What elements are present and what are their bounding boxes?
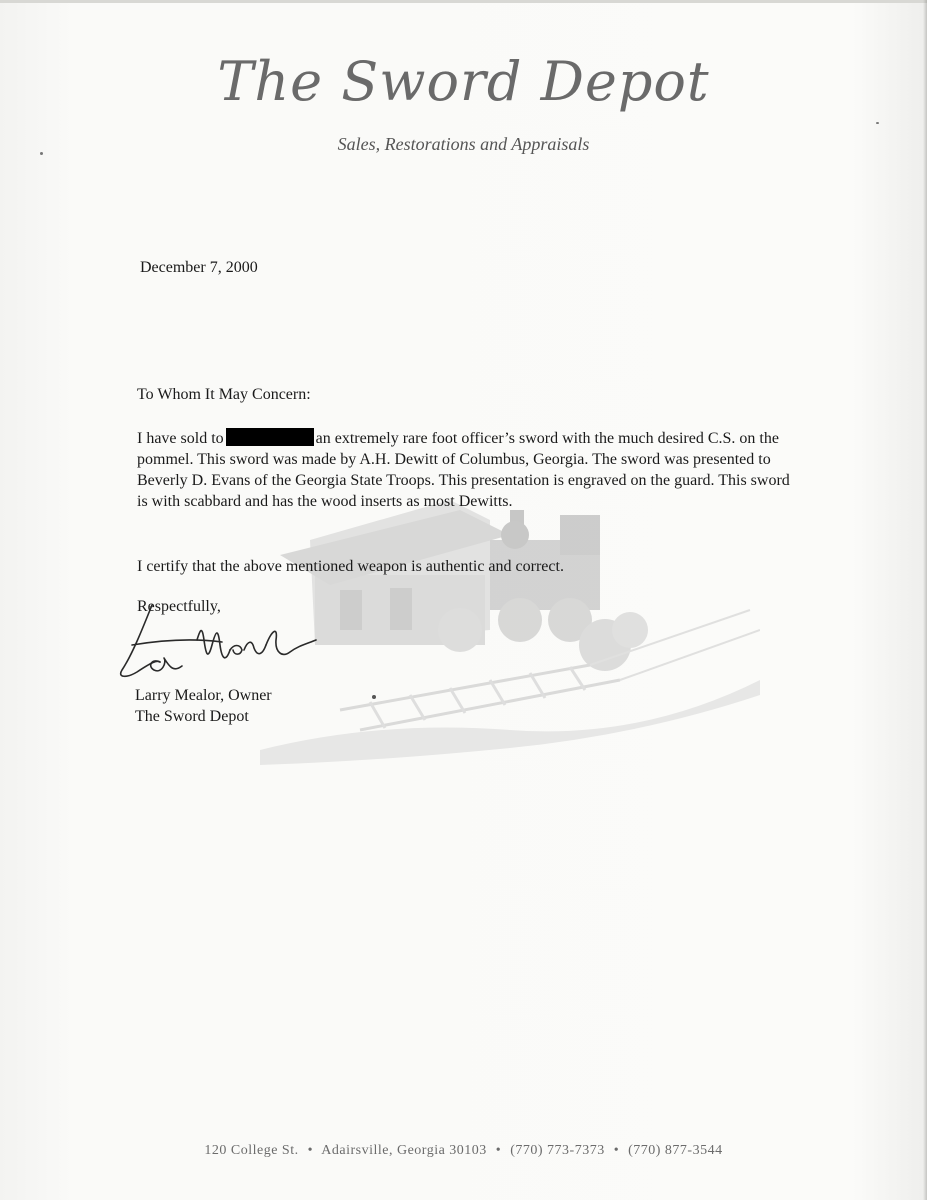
letterhead-company-name: The Sword Depot — [217, 50, 710, 113]
signer-name: Larry Mealor, Owner — [135, 687, 272, 704]
letter-date: December 7, 2000 — [140, 259, 258, 276]
footer-street-address: 120 College St. — [204, 1143, 299, 1158]
scan-speck — [876, 122, 879, 124]
handwritten-signature — [112, 600, 332, 690]
train-depot-watermark — [260, 480, 760, 770]
body-text-before-redaction: I have sold to — [137, 430, 224, 447]
body-text-after-redaction: an extremely rare foot officer’s sword with the much desired C.S. on the pommel. This sword was made by A.H. Dewitt of Columbus, Georgia. The sword was presented to Beverly D. Evans of the Georgia State Troops. This presentation is engraved on the guard. This sword is with scabbard and has the wood inserts as most Dewitts. — [137, 430, 790, 510]
salutation: To Whom It May Concern: — [137, 386, 311, 403]
scan-edge-right — [923, 0, 927, 1200]
footer-separator: • — [495, 1143, 502, 1158]
scan-speck — [372, 695, 376, 699]
scan-edge-top — [0, 0, 927, 3]
scan-speck — [40, 152, 43, 155]
footer-separator: • — [613, 1143, 620, 1158]
footer-separator: • — [307, 1143, 314, 1158]
certification-statement: I certify that the above mentioned weapon is authentic and correct. — [137, 558, 564, 575]
footer-phone-primary: (770) 773-7373 — [510, 1143, 605, 1158]
letterhead-tagline: Sales, Restorations and Appraisals — [337, 134, 590, 154]
footer-phone-secondary: (770) 877-3544 — [628, 1143, 723, 1158]
letterhead-footer — [0, 1143, 927, 1159]
closing: Respectfully, — [137, 598, 221, 615]
letter-body — [137, 428, 797, 512]
footer-city-state-zip: Adairsville, Georgia 30103 — [321, 1143, 487, 1158]
signer-company: The Sword Depot — [135, 708, 249, 725]
redaction-bar — [226, 428, 314, 446]
